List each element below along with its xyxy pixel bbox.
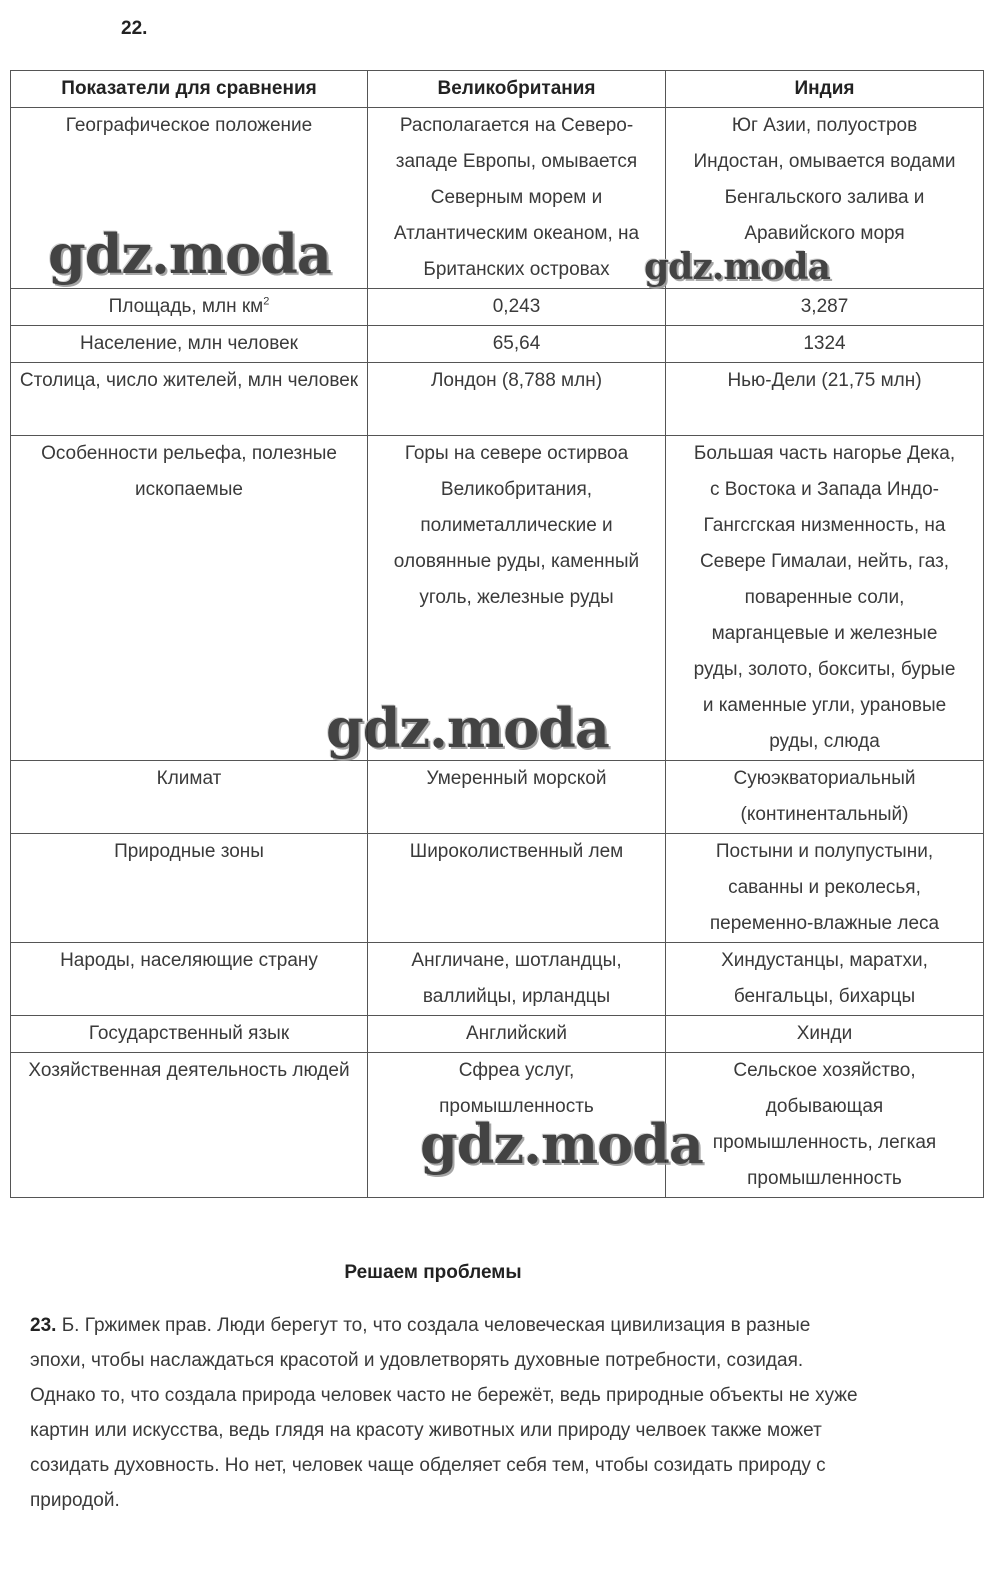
cell-uk: Лондон (8,788 млн): [368, 363, 666, 436]
cell-line: Аравийского моря: [744, 223, 905, 244]
cell-uk: [368, 1053, 666, 1198]
cell-line: переменно-влажные леса: [709, 913, 940, 934]
table-row: [11, 1053, 984, 1198]
watermark: gdz.moda: [48, 222, 331, 286]
cell-indicator: Государственный язык: [11, 1016, 368, 1053]
cell-line: западе Европы, омывается: [395, 151, 638, 172]
cell-line: полиметаллические и: [420, 515, 613, 536]
cell-uk: Широколиственный лем: [368, 834, 666, 943]
task-number: 22.: [121, 18, 148, 39]
table-row: [11, 943, 984, 1016]
cell-line: (континентальный): [740, 804, 909, 825]
cell-uk: [368, 108, 666, 289]
cell-line: Севере Гималаи, нейть, газ,: [699, 551, 950, 572]
cell-india: [666, 436, 984, 761]
cell-line: руды, золото, бокситы, бурые: [693, 659, 956, 680]
cell-india: [666, 1053, 984, 1198]
watermark: gdz.moda: [420, 1112, 703, 1176]
cell-line: саванны и реколесья,: [728, 877, 921, 898]
cell-line: бенгальцы, бихарцы: [733, 986, 916, 1007]
cell-india: [666, 834, 984, 943]
cell-line: промышленность: [747, 1168, 902, 1189]
cell-line: руды, слюда: [769, 731, 880, 752]
cell-line: Постыни и полупустыни,: [715, 841, 934, 862]
section-title: Решаем проблемы: [344, 1262, 522, 1283]
cell-uk: [368, 436, 666, 761]
cell-india: Хинди: [666, 1016, 984, 1053]
table-row: [11, 1016, 984, 1053]
table-row: [11, 761, 984, 834]
cell-line: Большая часть нагорье Дека,: [693, 443, 956, 464]
cell-line: Суюэкваториальный: [733, 768, 916, 789]
answer-text: Б. Гржимек прав. Люди берегут то, что создала человеческая цивилизация в разные эпохи, чтобы наслаждаться красотой и удовлетворять духовные потребности, созидая. Однако то, что создала природа человек часто не бережёт, ведь природные объекты не хуже картин или искусства, ведь глядя на красоту животных или природу челвоек также может созидать духовность. Но нет, человек чаще обделяет себя тем, чтобы созидать природу с природой.: [30, 1315, 858, 1511]
cell-india: [666, 943, 984, 1016]
cell-line: и каменные угли, урановые: [702, 695, 947, 716]
answer-paragraph: [30, 1308, 860, 1518]
table-row: [11, 436, 984, 761]
cell-indicator: Народы, населяющие страну: [11, 943, 368, 1016]
cell-line: промышленность, легкая: [712, 1132, 937, 1153]
cell-uk: 65,64: [368, 326, 666, 363]
cell-uk: Умеренный морской: [368, 761, 666, 834]
header-uk: Великобритания: [368, 71, 666, 108]
cell-uk: [368, 943, 666, 1016]
cell-line: Британских островах: [423, 259, 610, 280]
indicator-text: Площадь, млн км: [108, 296, 264, 317]
cell-indicator: Население, млн человек: [11, 326, 368, 363]
cell-indicator: Хозяйственная деятельность людей: [11, 1053, 368, 1198]
cell-indicator: [11, 289, 368, 326]
cell-line: валлийцы, ирландцы: [422, 986, 611, 1007]
table-row: [11, 326, 984, 363]
superscript: 2: [263, 295, 270, 308]
cell-line: добывающая: [765, 1096, 884, 1117]
table-row: [11, 363, 984, 436]
cell-india: [666, 761, 984, 834]
cell-indicator: Климат: [11, 761, 368, 834]
table-header-row: [11, 71, 984, 108]
cell-line: поваренные соли,: [744, 587, 905, 608]
cell-line: промышленность: [439, 1096, 594, 1117]
cell-indicator: Географическое положение: [11, 108, 368, 289]
cell-line: Англичане, шотландцы,: [411, 950, 622, 971]
cell-uk: 0,243: [368, 289, 666, 326]
cell-indicator: Столица, число жителей, млн человек: [11, 363, 368, 436]
table-row: [11, 108, 984, 289]
cell-line: Юг Азии, полуостров: [731, 115, 918, 136]
table-row: [11, 289, 984, 326]
watermark: gdz.moda: [644, 246, 830, 288]
cell-line: Бенгальского залива и: [724, 187, 925, 208]
header-indicators: Показатели для сравнения: [11, 71, 368, 108]
cell-india: 1324: [666, 326, 984, 363]
cell-line: Сфреа услуг,: [458, 1060, 575, 1081]
header-india: Индия: [666, 71, 984, 108]
cell-line: Индостан, омывается водами: [693, 151, 956, 172]
cell-line: Великобритания,: [440, 479, 593, 500]
cell-india: 3,287: [666, 289, 984, 326]
cell-line: Горы на севере остирвоа: [404, 443, 629, 464]
cell-line: Атлантическим океаном, на: [393, 223, 640, 244]
cell-line: Хиндустанцы, маратхи,: [721, 950, 928, 971]
cell-indicator: Природные зоны: [11, 834, 368, 943]
cell-line: марганцевые и железные: [711, 623, 938, 644]
cell-line: уголь, железные руды: [419, 587, 614, 608]
table-row: [11, 834, 984, 943]
cell-india: Нью-Дели (21,75 млн): [666, 363, 984, 436]
cell-line: Гангсгская низменность, на: [703, 515, 946, 536]
cell-line: Сельское хозяйство,: [733, 1060, 916, 1081]
cell-uk: Английский: [368, 1016, 666, 1053]
cell-indicator: Особенности рельефа, полезные ископаемые: [11, 436, 368, 761]
answer-number: 23.: [30, 1315, 57, 1336]
cell-line: Располагается на Северо-: [399, 115, 634, 136]
cell-india: [666, 108, 984, 289]
comparison-table: [10, 70, 984, 1198]
cell-line: с Востока и Запада Индо-: [709, 479, 939, 500]
cell-line: Северным морем и: [430, 187, 603, 208]
cell-line: оловянные руды, каменный: [393, 551, 640, 572]
watermark: gdz.moda: [326, 696, 609, 760]
